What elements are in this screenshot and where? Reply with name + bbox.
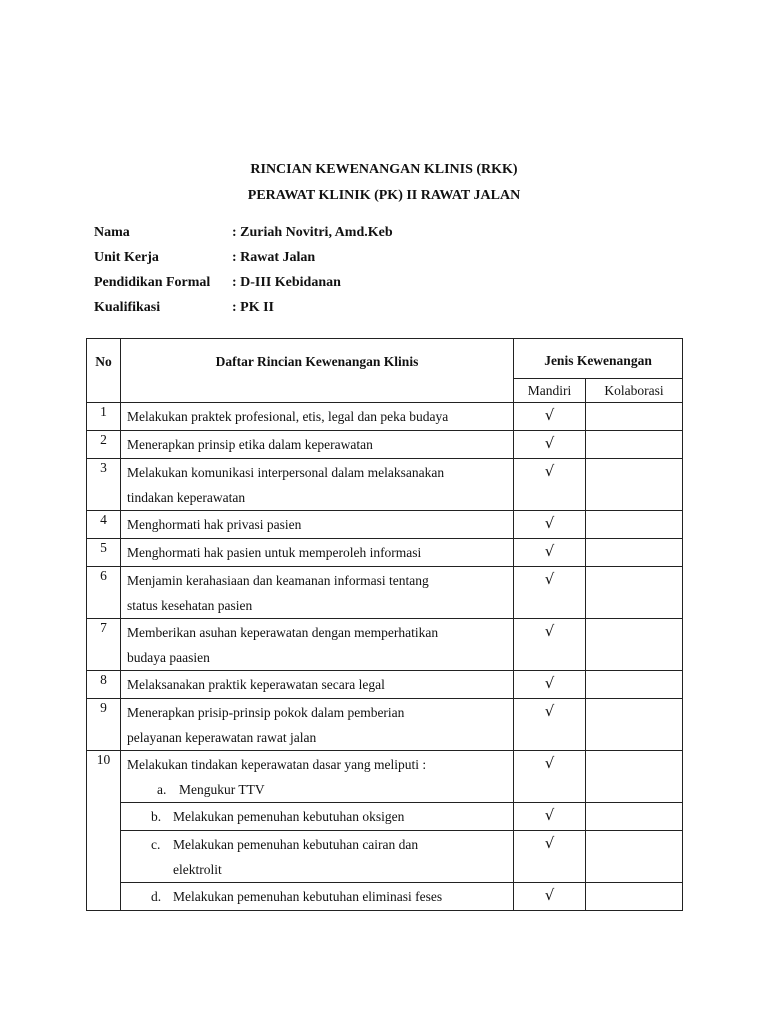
table-row [87,751,683,803]
row-text-line: tindakan keperawatan [127,490,246,505]
table-row [87,567,683,619]
row-number: 8 [87,671,121,699]
info-row-pendidikan [94,275,341,291]
kualifikasi-value: : PK II [232,300,274,315]
subitem-letter: b. [151,809,162,824]
subitem [121,883,514,911]
row-text: Melaksanakan praktik keperawatan secara legal [121,671,514,699]
kolaborasi-cell [586,751,683,803]
row-number: 4 [87,511,121,539]
row-text-line: pelayanan keperawatan rawat jalan [127,730,317,745]
kolaborasi-cell [586,511,683,539]
info-row-nama [94,225,393,241]
kolaborasi-cell [586,831,683,883]
mandiri-check: √ [514,567,586,619]
kolaborasi-cell [586,431,683,459]
mandiri-check: √ [514,539,586,567]
kolaborasi-cell [586,883,683,911]
row-text [121,459,514,511]
kolaborasi-cell [586,699,683,751]
row-text-line: Menjamin kerahasiaan dan keamanan informasi tentang [127,573,429,588]
row-number: 6 [87,567,121,619]
row-text: Menghormati hak privasi pasien [121,511,514,539]
table-row [87,803,683,831]
mandiri-check: √ [514,831,586,883]
row-text [121,567,514,619]
kolaborasi-cell [586,671,683,699]
row-text: Menghormati hak pasien untuk memperoleh informasi [121,539,514,567]
kolaborasi-cell [586,803,683,831]
row-number: 10 [87,751,121,803]
row-number-empty [87,803,121,831]
subitem [121,803,514,831]
table-row [87,511,683,539]
mandiri-check: √ [514,619,586,671]
nama-label: Nama [94,225,130,240]
mandiri-check: √ [514,671,586,699]
info-row-kualifikasi [94,300,274,316]
nama-value: : Zuriah Novitri, Amd.Keb [232,225,393,240]
kolaborasi-cell [586,567,683,619]
table-row [87,671,683,699]
row-text-line: status kesehatan pasien [127,598,253,613]
row-text-line: budaya paasien [127,650,210,665]
mandiri-check: √ [514,459,586,511]
row-text: Melakukan praktek profesional, etis, legal dan peka budaya [121,403,514,431]
header-daftar: Daftar Rincian Kewenangan Klinis [121,339,514,403]
row-number-empty [87,831,121,883]
table-row [87,403,683,431]
kolaborasi-cell [586,619,683,671]
document-subtitle: PERAWAT KLINIK (PK) II RAWAT JALAN [247,188,521,203]
row-text [121,619,514,671]
kolaborasi-cell [586,459,683,511]
kewenangan-table [86,338,683,911]
row-number-empty [87,883,121,911]
mandiri-check: √ [514,511,586,539]
row-text-line: Melakukan tindakan keperawatan dasar yang meliputi : [127,757,427,772]
kolaborasi-cell [586,539,683,567]
subitem-text: Melakukan pemenuhan kebutuhan cairan dan [173,837,419,852]
row-number: 1 [87,403,121,431]
subitem-letter: d. [151,889,162,904]
table-row [87,699,683,751]
mandiri-check: √ [514,803,586,831]
document-title: RINCIAN KEWENANGAN KLINIS (RKK) [250,162,518,177]
table-row [87,431,683,459]
row-text-line: Menerapkan prisip-prinsip pokok dalam pemberian [127,705,405,720]
row-number: 3 [87,459,121,511]
kualifikasi-label: Kualifikasi [94,300,161,315]
row-text [121,699,514,751]
mandiri-check: √ [514,883,586,911]
mandiri-check: √ [514,403,586,431]
unit-value: : Rawat Jalan [232,250,316,265]
row-text-line: Memberikan asuhan keperawatan dengan memperhatikan [127,625,439,640]
table-row [87,539,683,567]
row-number: 5 [87,539,121,567]
row-number: 9 [87,699,121,751]
mandiri-check: √ [514,699,586,751]
kolaborasi-cell [586,403,683,431]
subitem-text: Melakukan pemenuhan kebutuhan oksigen [173,809,405,824]
header-jenis-kewenangan: Jenis Kewenangan [514,339,683,379]
subitem-text: Melakukan pemenuhan kebutuhan eliminasi feses [173,889,443,904]
info-row-unit [94,250,315,266]
subitem-letter: a. [157,782,167,797]
subitem [127,777,507,802]
header-kolaborasi: Kolaborasi [586,379,683,403]
row-number: 7 [87,619,121,671]
row-text-line: Melakukan komunikasi interpersonal dalam melaksanakan [127,465,445,480]
table-row [87,459,683,511]
subitem-letter: c. [151,837,161,852]
mandiri-check: √ [514,751,586,803]
table-row [87,619,683,671]
row-text: Menerapkan prinsip etika dalam keperawatan [121,431,514,459]
table-row [87,831,683,883]
table-header-row [87,339,683,379]
pendidikan-label: Pendidikan Formal [94,275,211,290]
unit-label: Unit Kerja [94,250,159,265]
row-text [121,751,514,803]
header-mandiri: Mandiri [514,379,586,403]
header-no: No [87,339,121,403]
row-number: 2 [87,431,121,459]
subitem-text: Mengukur TTV [179,782,265,797]
subitem [121,831,514,883]
pendidikan-value: : D-III Kebidanan [232,275,341,290]
subitem-text-cont: elektrolit [173,862,222,877]
table-row [87,883,683,911]
mandiri-check: √ [514,431,586,459]
